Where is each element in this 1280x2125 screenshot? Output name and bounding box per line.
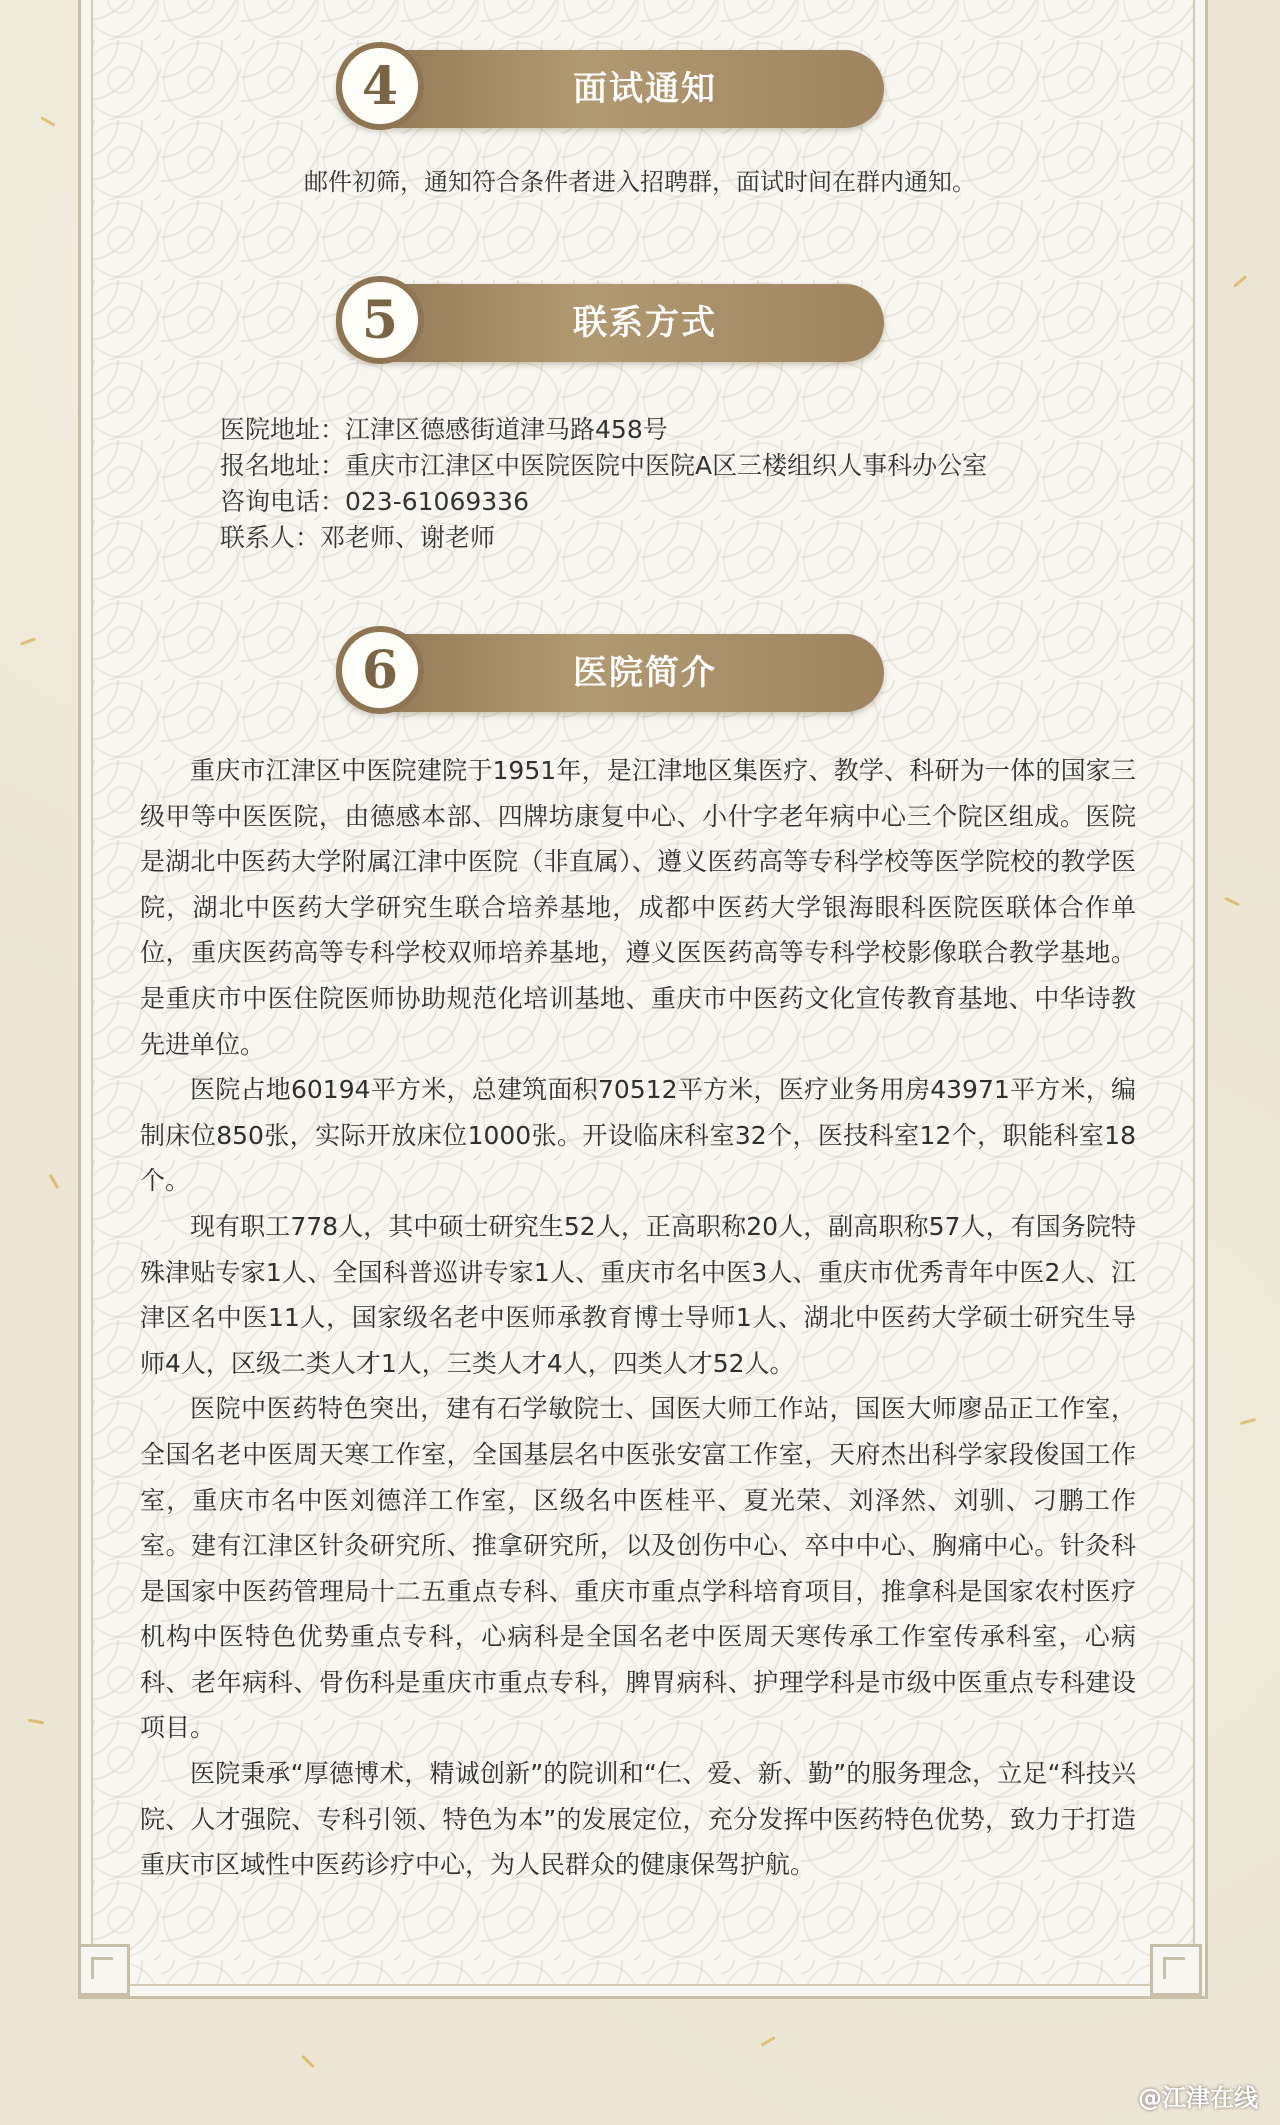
frame-corner-ornament — [78, 1944, 130, 1996]
section-title: 医院简介 — [573, 653, 717, 693]
gold-fleck-decoration — [40, 116, 55, 127]
intro-paragraph: 医院中医药特色突出，建有石学敏院士、国医大师工作站，国医大师廖品正工作室，全国名老中医周天寒工作室，全国基层名中医张安富工作室，天府杰出科学家段俊国工作室，重庆市名中医刘德洋工作室，区级名中医桂平、夏光荣、刘泽然、刘驯、刁鹏工作室。建有江津区针灸研究所、推拿研究所，以及创伤中心、卒中中心、胸痛中心。针灸科是国家中医药管理局十二五重点专科、重庆市重点学科培育项目，推拿科是国家农村医疗机构中医特色优势重点专科，心病科是全国名老中医周天寒传承工作室传承科室，心病科、老年病科、骨伤科是重庆市重点专科，脾胃病科、护理学科是市级中医重点专科建设项目。 — [140, 1394, 1136, 1743]
section-number-badge: 6 — [336, 626, 424, 714]
inquiry-phone: 咨询电话：023-61069336 — [220, 487, 529, 516]
section-number-badge: 4 — [336, 42, 424, 130]
contact-info — [220, 412, 987, 556]
section-number-badge: 5 — [336, 276, 424, 364]
intro-paragraph: 重庆市江津区中医院建院于1951年，是江津地区集医疗、教学、科研为一体的国家三级甲等中医医院，由德感本部、四牌坊康复中心、小什字老年病中心三个院区组成。医院是湖北中医药大学附属江津中医院（非直属）、遵义医药高等专科学校等医学院校的教学医院，湖北中医药大学研究生联合培养基地，成都中医药大学银海眼科医院医联体合作单位，重庆医药高等专科学校双师培养基地，遵义医医药高等专科学校影像联合教学基地。是重庆市中医住院医师协助规范化培训基地、重庆市中医药文化宣传教育基地、中华诗教先进单位。 — [140, 756, 1136, 1059]
registration-address: 报名地址：重庆市江津区中医院医院中医院A区三楼组织人事科办公室 — [220, 451, 988, 480]
gold-fleck-decoration — [20, 637, 36, 645]
gold-fleck-decoration — [49, 1174, 60, 1189]
hospital-address: 医院地址：江津区德感街道津马路458号 — [220, 415, 668, 444]
section-title: 联系方式 — [573, 303, 717, 343]
gold-fleck-decoration — [28, 1719, 44, 1725]
gold-fleck-decoration — [1240, 1418, 1256, 1425]
gold-fleck-decoration — [760, 2036, 775, 2047]
gold-fleck-decoration — [301, 2055, 314, 2068]
section-heading-interview — [336, 50, 884, 128]
interview-notice-text: 邮件初筛，通知符合条件者进入招聘群，面试时间在群内通知。 — [304, 168, 976, 196]
hospital-intro-body — [140, 748, 1136, 1888]
source-watermark: @江津在线 — [1138, 2084, 1258, 2112]
section-title: 面试通知 — [573, 69, 717, 109]
section-heading-hospital-intro — [336, 634, 884, 712]
intro-paragraph: 医院秉承“厚德博术，精诚创新”的院训和“仁、爱、新、勤”的服务理念，立足“科技兴院、人才强院、专科引领、特色为本”的发展定位，充分发挥中医药特色优势，致力于打造重庆市区域性中医药诊疗中心，为人民群众的健康保驾护航。 — [140, 1759, 1136, 1880]
intro-paragraph: 现有职工778人，其中硕士研究生52人，正高职称20人，副高职称57人，有国务院特殊津贴专家1人、全国科普巡讲专家1人、重庆市名中医3人、重庆市优秀青年中医2人、江津区名中医11人，国家级名老中医师承教育博士导师1人、湖北中医药大学硕士研究生导师4人，区级二类人才1人，三类人才4人，四类人才52人。 — [140, 1211, 1136, 1378]
section-heading-contact — [336, 284, 884, 362]
gold-fleck-decoration — [1233, 275, 1247, 288]
contact-person: 联系人：邓老师、谢老师 — [220, 523, 496, 552]
intro-paragraph: 医院占地60194平方米，总建筑面积70512平方米，医疗业务用房43971平方米，编制床位850张，实际开放床位1000张。开设临床科室32个，医技科室12个，职能科室18个。 — [140, 1075, 1136, 1196]
gold-fleck-decoration — [1224, 897, 1240, 906]
frame-corner-ornament — [1150, 1944, 1202, 1996]
